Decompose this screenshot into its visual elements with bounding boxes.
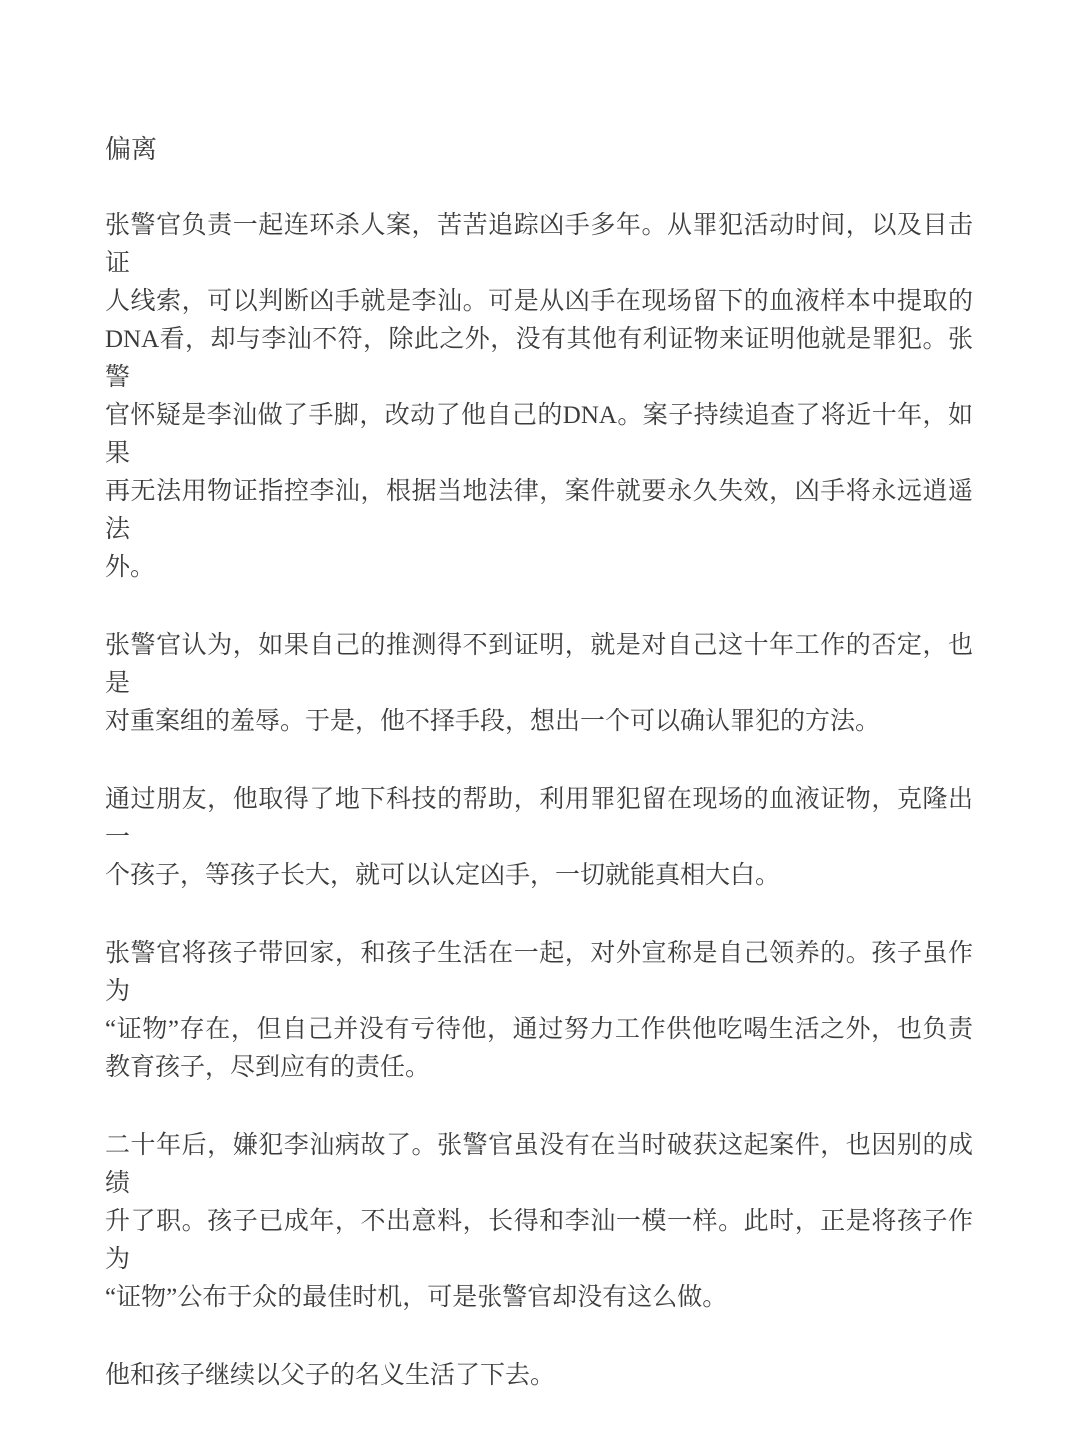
document-content xyxy=(105,131,973,1435)
text-line: 张警官认为，如果自己的推测得不到证明，就是对自己这十年工作的否定，也是 xyxy=(105,632,973,697)
text-line: 张警官将孩子带回家，和孩子生活在一起，对外宣称是自己领养的。孩子虽作为 xyxy=(105,940,973,1005)
story-paragraph xyxy=(105,935,973,1087)
text-line: 外。 xyxy=(105,554,156,581)
text-line: 张警官负责一起连环杀人案，苦苦追踪凶手多年。从罪犯活动时间，以及目击证 xyxy=(105,212,973,277)
text-line: 升了职。孩子已成年，不出意料，长得和李汕一模一样。此时，正是将孩子作为 xyxy=(105,1208,973,1273)
text-line: 通过朋友，他取得了地下科技的帮助，利用罪犯留在现场的血液证物，克隆出一 xyxy=(105,786,973,851)
text-line: 对重案组的羞辱。于是，他不择手段，想出一个可以确认罪犯的方法。 xyxy=(105,708,881,735)
text-line: 教育孩子，尽到应有的责任。 xyxy=(105,1054,431,1081)
story-paragraph xyxy=(105,207,973,587)
text-line: DNA看，却与李汕不符，除此之外，没有其他有利证物来证明他就是罪犯。张警 xyxy=(105,326,973,391)
text-line: 人线索，可以判断凶手就是李汕。可是从凶手在现场留下的血液样本中提取的 xyxy=(105,288,973,315)
text-line: “证物”存在，但自己并没有亏待他，通过努力工作供他吃喝生活之外，也负责 xyxy=(105,1016,973,1043)
story-paragraph xyxy=(105,627,973,741)
story-paragraph xyxy=(105,1127,973,1317)
document-body xyxy=(105,207,973,1395)
document-title: 偏离 xyxy=(105,135,158,164)
text-line: 他和孩子继续以父子的名义生活了下去。 xyxy=(105,1362,556,1389)
story-paragraph xyxy=(105,781,973,895)
text-line: 个孩子，等孩子长大，就可以认定凶手，一切就能真相大白。 xyxy=(105,862,781,889)
text-line: 再无法用物证指控李汕，根据当地法律，案件就要永久失效，凶手将永远逍遥法 xyxy=(105,478,973,543)
text-line: 二十年后，嫌犯李汕病故了。张警官虽没有在当时破获这起案件，也因别的成绩 xyxy=(105,1132,973,1197)
text-line: “证物”公布于众的最佳时机，可是张警官却没有这么做。 xyxy=(105,1284,728,1311)
story-paragraph xyxy=(105,1357,973,1395)
text-line: 官怀疑是李汕做了手脚，改动了他自己的DNA。案子持续追查了将近十年，如果 xyxy=(105,402,973,467)
